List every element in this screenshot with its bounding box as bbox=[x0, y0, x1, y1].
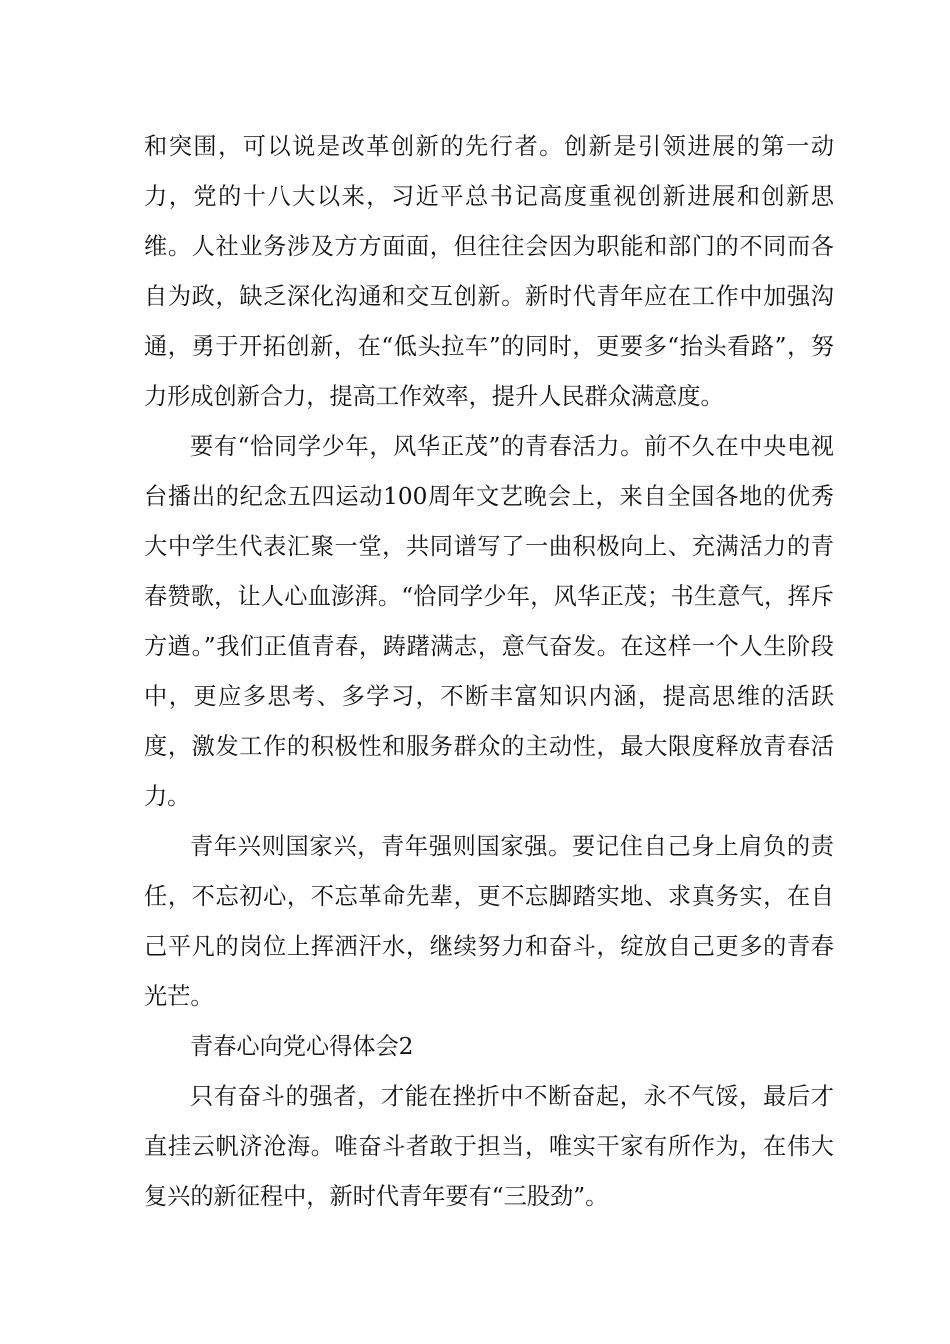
paragraph-2: 要有“恰同学少年，风华正茂”的青春活力。前不久在中央电视台播出的纪念五四运动100周年文艺晚会上，来自全国各地的优秀大中学生代表汇聚一堂，共同谱写了一曲积极向上、充满活力的青春赞歌，让人心血澎湃。“恰同学少年，风华正茂；书生意气，挥斥方遒。”我们正值青春，踌躇满志，意气奋发。在这样一个人生阶段中，更应多思考、多学习，不断丰富知识内涵，提高思维的活跃度，激发工作的积极性和服务群众的主动性，最大限度释放青春活力。 bbox=[144, 433, 834, 810]
paragraph-4: 只有奋斗的强者，才能在挫折中不断奋起，永不气馁，最后才直挂云帆济沧海。唯奋斗者敢于担当，唯实干家有所作为，在伟大复兴的新征程中，新时代青年要有“三股劲”。 bbox=[144, 1083, 834, 1210]
paragraph-1: 和突围，可以说是改革创新的先行者。创新是引领进展的第一动力，党的十八大以来，习近平总书记高度重视创新进展和创新思维。人社业务涉及方方面面，但往往会因为职能和部门的不同而各自为政，缺乏深化沟通和交互创新。新时代青年应在工作中加强沟通，勇于开拓创新，在“低头拉车”的同时，更要多“抬头看路”，努力形成创新合力，提高工作效率，提升人民群众满意度。 bbox=[144, 133, 834, 410]
paragraph-3: 青年兴则国家兴，青年强则国家强。要记住自己身上肩负的责任，不忘初心，不忘革命先辈，更不忘脚踏实地、求真务实，在自己平凡的岗位上挥洒汗水，继续努力和奋斗，绽放自己更多的青春光芒。 bbox=[144, 833, 834, 1010]
section-heading: 青春心向党心得体会2 bbox=[190, 1033, 414, 1060]
document-page bbox=[144, 122, 834, 1222]
